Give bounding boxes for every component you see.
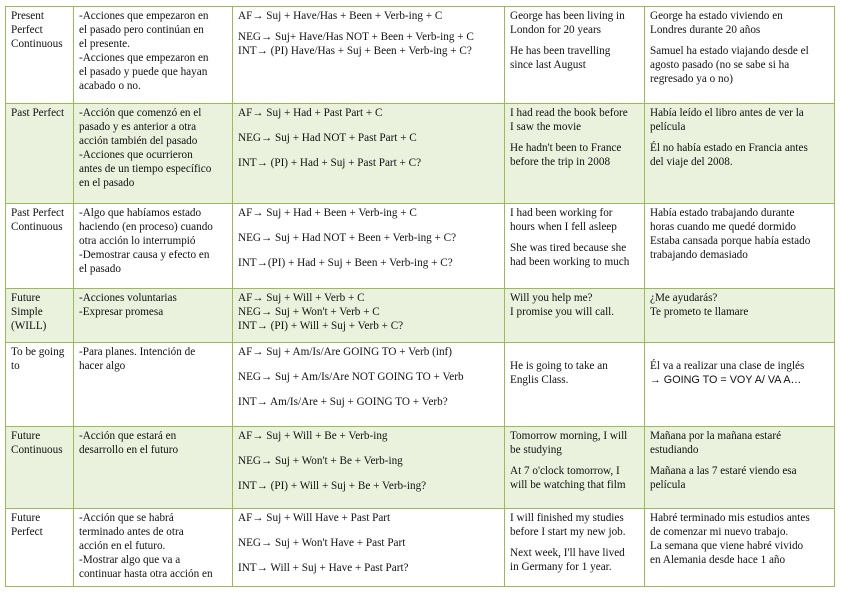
tense-cell — [6, 343, 74, 427]
example-es-line: Mañana por la mañana estaré — [650, 430, 782, 442]
affirmative-formula: AF→ Suj + Had + Past Part + C — [238, 107, 383, 119]
interrogative-formula: INT→ (PI) + Will + Suj + Verb + C? — [238, 320, 404, 332]
example-es-line: del viaje del 2008. — [650, 156, 733, 168]
example-es-line: Había estado trabajando durante — [650, 207, 795, 219]
example-es-line: George ha estado viviendo en — [650, 10, 783, 22]
example-es-line: Te prometo te llamare — [650, 306, 749, 318]
use-line: antes de un tiempo específico — [79, 163, 212, 175]
use-line: -Acciones que empezaron en — [79, 52, 209, 64]
use-line: en el pasado — [79, 177, 135, 189]
example-en-line: I had read the book before — [510, 107, 628, 119]
example-en-line: I had been working for — [510, 207, 613, 219]
example-es-line: Habré terminado mis estudios antes — [650, 512, 810, 524]
example-es-line: ¿Me ayudarás? — [650, 292, 718, 304]
example-en-line: At 7 o'clock tomorrow, I — [510, 465, 620, 477]
example-es-line: Él no había estado en Francia antes — [650, 142, 808, 154]
use-line: el presente. — [79, 38, 130, 50]
example-en-cell — [505, 427, 645, 509]
example-es-line: Había leído el libro antes de ver la — [650, 107, 804, 119]
uses-cell — [74, 509, 233, 587]
tense-cell — [6, 7, 74, 104]
use-line: pasado y es anterior a otra — [79, 121, 197, 133]
use-line: -Expresar promesa — [79, 306, 164, 318]
example-en-line: will be watching that film — [510, 479, 626, 491]
use-line: acción también del pasado — [79, 135, 198, 147]
structure-cell — [233, 343, 505, 427]
tense-cell — [6, 104, 74, 204]
example-es-line: Mañana a las 7 estaré viendo esa — [650, 465, 797, 477]
example-es-cell — [645, 104, 835, 204]
negative-formula: NEG→ Suj + Won't + Verb + C — [238, 306, 380, 318]
use-line: -Acciones que ocurrieron — [79, 149, 193, 161]
example-en-line: Englis Class. — [510, 374, 569, 386]
table-row — [6, 204, 835, 289]
affirmative-formula: AF→ Suj + Had + Been + Verb-ing + C — [238, 207, 417, 219]
tense-name: Continuous — [11, 444, 63, 456]
tense-name: Perfect — [11, 526, 43, 538]
example-en-line: He hadn't been to France — [510, 142, 622, 154]
negative-formula: NEG→ Suj + Had NOT + Been + Verb-ing + C? — [238, 232, 457, 244]
example-es-line: Él va a realizar una clase de inglés — [650, 360, 805, 372]
negative-formula: NEG→ Suj + Won't + Be + Verb-ing — [238, 455, 403, 467]
tense-name: Past Perfect — [11, 207, 65, 219]
uses-cell — [74, 427, 233, 509]
example-es-cell — [645, 343, 835, 427]
example-es-line: La semana que viene habré vivido — [650, 540, 804, 552]
affirmative-formula: AF→ Suj + Will Have + Past Part — [238, 512, 391, 524]
structure-cell — [233, 104, 505, 204]
affirmative-formula: AF→ Suj + Have/Has + Been + Verb-ing + C — [238, 10, 443, 22]
example-es-line: → GOING TO = VOY A/ VA A… — [650, 374, 802, 386]
interrogative-formula: INT→ (PI) + Had + Suj + Past Part + C? — [238, 157, 422, 169]
table-row — [6, 7, 835, 104]
tense-name: Future — [11, 512, 41, 524]
table-row — [6, 509, 835, 587]
use-line: -Acción que comenzó en el — [79, 107, 202, 119]
example-es-line: de comenzar mi nuevo trabajo. — [650, 526, 789, 538]
tense-cell — [6, 509, 74, 587]
interrogative-formula: INT→ (PI) Have/Has + Suj + Been + Verb-ing + C? — [238, 45, 472, 57]
use-line: hacer algo — [79, 360, 126, 372]
example-en-line: I saw the movie — [510, 121, 582, 133]
example-es-line: trabajando demasiado — [650, 249, 748, 261]
example-en-line: I will finished my studies — [510, 512, 624, 524]
use-line: acción en el futuro. — [79, 540, 166, 552]
example-en-line: before I start my new job. — [510, 526, 626, 538]
use-line: otra acción lo interrumpió — [79, 235, 196, 247]
table-row — [6, 289, 835, 343]
use-line: el pasado y puede que hayan — [79, 66, 208, 78]
table-row — [6, 427, 835, 509]
use-line: haciendo (en proceso) cuando — [79, 221, 213, 233]
affirmative-formula: AF→ Suj + Am/Is/Are GOING TO + Verb (inf) — [238, 346, 452, 358]
tense-name: Perfect — [11, 24, 43, 36]
use-line: -Para planes. Intención de — [79, 346, 196, 358]
structure-cell — [233, 427, 505, 509]
negative-formula: NEG→ Suj + Had NOT + Past Part + C — [238, 132, 417, 144]
example-en-line: Next week, I'll have lived — [510, 547, 625, 559]
example-es-line: horas cuando me quedé dormido — [650, 221, 797, 233]
interrogative-formula: INT→(PI) + Had + Suj + Been + Verb-ing + C? — [238, 257, 453, 269]
negative-formula: NEG→ Suj+ Have/Has NOT + Been + Verb-ing + C — [238, 31, 474, 43]
use-line: continuar hasta otra acción en — [79, 568, 213, 580]
example-en-line: in Germany for 1 year. — [510, 561, 612, 573]
example-es-cell — [645, 204, 835, 289]
structure-cell — [233, 7, 505, 104]
use-line: -Acción que se habrá — [79, 512, 174, 524]
example-en-line: Will you help me? — [510, 292, 593, 304]
uses-cell — [74, 343, 233, 427]
example-es-line: regresado ya o no) — [650, 73, 733, 85]
example-en-cell — [505, 343, 645, 427]
structure-cell — [233, 509, 505, 587]
tense-name: Present — [11, 10, 44, 22]
uses-cell — [74, 7, 233, 104]
example-en-line: London for 20 years — [510, 24, 602, 36]
tense-name: Simple — [11, 306, 43, 318]
use-line: -Algo que habíamos estado — [79, 207, 202, 219]
example-en-line: since last August — [510, 59, 586, 71]
example-en-line: George has been living in — [510, 10, 625, 22]
uses-cell — [74, 204, 233, 289]
example-es-line: estudiando — [650, 444, 699, 456]
example-en-line: before the trip in 2008 — [510, 156, 611, 168]
example-en-line: be studying — [510, 444, 562, 456]
uses-cell — [74, 104, 233, 204]
tenses-table — [5, 6, 835, 587]
use-line: acabado o no. — [79, 80, 141, 92]
tense-name: Future — [11, 292, 41, 304]
use-line: -Acción que estará en — [79, 430, 177, 442]
example-es-line: Londres durante 20 años — [650, 24, 761, 36]
example-es-line: agosto pasado (no se sabe si ha — [650, 59, 790, 71]
example-es-cell — [645, 427, 835, 509]
use-line: -Acciones voluntarias — [79, 292, 177, 304]
example-en-line: Tomorrow morning, I will — [510, 430, 628, 442]
uses-cell — [74, 289, 233, 343]
interrogative-formula: INT→ Will + Suj + Have + Past Part? — [238, 562, 409, 574]
example-es-line: en Alemania desde hace 1 año — [650, 554, 786, 566]
table-row — [6, 104, 835, 204]
example-en-cell — [505, 104, 645, 204]
tense-name: to — [11, 360, 20, 372]
example-es-line: película — [650, 479, 686, 491]
affirmative-formula: AF→ Suj + Will + Verb + C — [238, 292, 365, 304]
example-es-line: Estaba cansada porque había estado — [650, 235, 811, 247]
tense-name: (WILL) — [11, 320, 47, 332]
example-en-cell — [505, 509, 645, 587]
table-row — [6, 343, 835, 427]
example-en-line: hours when I fell asleep — [510, 221, 617, 233]
negative-formula: NEG→ Suj + Won't Have + Past Part — [238, 537, 406, 549]
example-en-line: She was tired because she — [510, 242, 627, 254]
tense-name: Continuous — [11, 38, 63, 50]
interrogative-formula: INT→ Am/Is/Are + Suj + GOING TO + Verb? — [238, 396, 448, 408]
tense-cell — [6, 204, 74, 289]
tense-name: To be going — [11, 346, 65, 358]
tense-cell — [6, 289, 74, 343]
example-en-line: He has been travelling — [510, 45, 611, 57]
use-line: terminado antes de otra — [79, 526, 184, 538]
example-es-cell — [645, 289, 835, 343]
use-line: -Demostrar causa y efecto en — [79, 249, 210, 261]
use-line: desarrollo en el futuro — [79, 444, 179, 456]
tense-cell — [6, 427, 74, 509]
structure-cell — [233, 289, 505, 343]
example-es-cell — [645, 7, 835, 104]
negative-formula: NEG→ Suj + Am/Is/Are NOT GOING TO + Verb — [238, 371, 464, 383]
tense-name: Future — [11, 430, 41, 442]
use-line: -Mostrar algo que va a — [79, 554, 181, 566]
tense-name: Continuous — [11, 221, 63, 233]
tense-name: Past Perfect — [11, 107, 65, 119]
example-en-line: He is going to take an — [510, 360, 608, 372]
example-en-cell — [505, 289, 645, 343]
example-es-cell — [645, 509, 835, 587]
example-en-cell — [505, 7, 645, 104]
affirmative-formula: AF→ Suj + Will + Be + Verb-ing — [238, 430, 388, 442]
example-en-line: had been working to much — [510, 256, 630, 268]
example-es-line: Samuel ha estado viajando desde el — [650, 45, 809, 57]
use-line: -Acciones que empezaron en — [79, 10, 209, 22]
use-line: el pasado — [79, 263, 121, 275]
structure-cell — [233, 204, 505, 289]
example-es-line: película — [650, 121, 686, 133]
interrogative-formula: INT→ (PI) + Will + Suj + Be + Verb-ing? — [238, 480, 427, 492]
example-en-line: I promise you will call. — [510, 306, 615, 318]
example-en-cell — [505, 204, 645, 289]
use-line: el pasado pero continúan en — [79, 24, 204, 36]
